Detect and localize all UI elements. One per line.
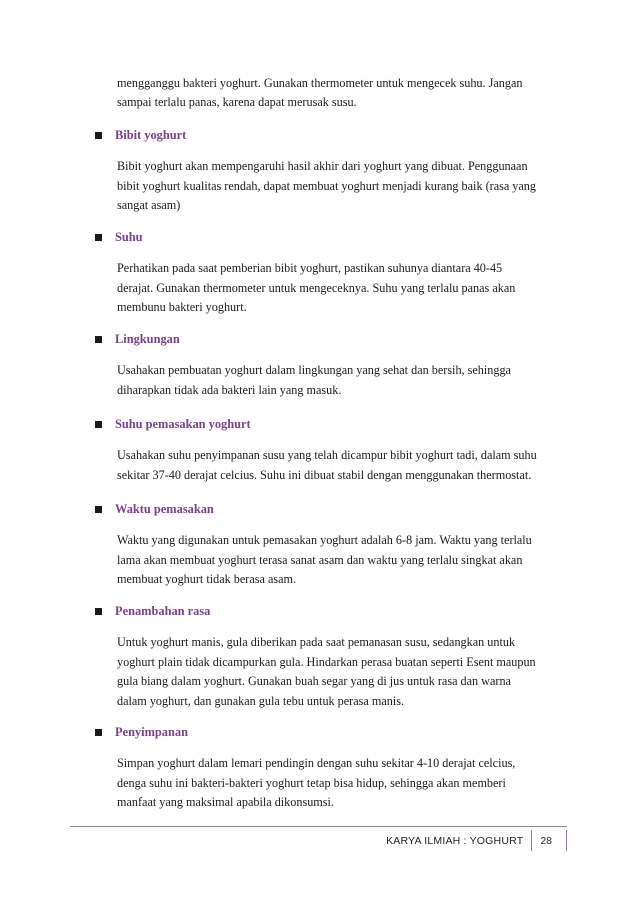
page-footer xyxy=(386,830,567,851)
section-paragraph xyxy=(117,754,563,813)
heading-text: Bibit yoghurt xyxy=(115,127,187,142)
heading-text: Lingkungan xyxy=(115,331,180,346)
paragraph-line: Usahakan pembuatan yoghurt dalam lingkungan yang sehat dan bersih, sehingga xyxy=(117,363,511,377)
paragraph-line: Usahakan suhu penyimpanan susu yang telah dicampur bibit yoghurt tadi, dalam suhu xyxy=(117,448,537,462)
paragraph-line: membuat yoghurt tidak berasa asam. xyxy=(117,572,297,586)
square-bullet-icon xyxy=(95,506,102,513)
paragraph-line: sangat asam) xyxy=(117,198,181,212)
square-bullet-icon xyxy=(95,421,102,428)
square-bullet-icon xyxy=(95,608,102,615)
paragraph-line: mengganggu bakteri yoghurt. Gunakan thermometer untuk mengecek suhu. Jangan xyxy=(117,76,523,90)
paragraph-line: dalam yoghurt, dan gunakan gula tebu untuk perasa manis. xyxy=(117,693,405,708)
square-bullet-icon xyxy=(95,729,102,736)
heading-text: Suhu pemasakan yoghurt xyxy=(115,416,251,431)
paragraph-line: Bibit yoghurt akan mempengaruhi hasil akhir dari yoghurt yang dibuat. Penggunaan xyxy=(117,159,528,173)
square-bullet-icon xyxy=(95,132,102,139)
section-paragraph xyxy=(117,633,563,711)
section-paragraph xyxy=(117,361,563,400)
page-number: 28 xyxy=(531,830,567,851)
section-heading xyxy=(95,228,143,246)
paragraph-line: derajat. Gunakan thermometer untuk mengeceknya. Suhu yang terlalu panas akan xyxy=(117,280,516,295)
section-heading xyxy=(95,602,210,620)
paragraph-line: Waktu yang digunakan untuk pemasakan yoghurt adalah 6-8 jam. Waktu yang terlalu xyxy=(117,533,532,547)
paragraph-line: membunu bakteri yoghurt. xyxy=(117,300,247,314)
heading-text: Suhu xyxy=(115,229,143,244)
footer-divider xyxy=(70,826,567,827)
section-paragraph xyxy=(117,259,563,318)
heading-text: Waktu pemasakan xyxy=(115,501,214,516)
paragraph-line: Simpan yoghurt dalam lemari pendingin dengan suhu sekitar 4-10 derajat celcius, xyxy=(117,756,516,770)
heading-text: Penyimpanan xyxy=(115,724,188,739)
paragraph-line: gula biang dalam yoghurt. Gunakan buah segar yang di jus untuk rasa dan warna xyxy=(117,674,511,688)
heading-text: Penambahan rasa xyxy=(115,603,211,618)
section-heading xyxy=(95,723,188,741)
paragraph-line: bibit yoghurt kualitas rendah, dapat membuat yoghurt menjadi kurang baik (rasa yang xyxy=(117,178,536,193)
paragraph-line: yoghurt plain tidak dicampurkan gula. Hindarkan perasa buatan seperti Esent maupun xyxy=(117,654,536,669)
section-heading xyxy=(95,330,180,348)
section-paragraph xyxy=(117,157,563,216)
square-bullet-icon xyxy=(95,234,102,241)
paragraph-line: Perhatikan pada saat pemberian bibit yoghurt, pastikan suhunya diantara 40-45 xyxy=(117,261,503,275)
paragraph-line: sekitar 37-40 derajat celcius. Suhu ini dibuat stabil dengan menggunakan thermostat. xyxy=(117,467,532,482)
paragraph-line: manfaat yang maksimal apabila dikonsumsi. xyxy=(117,795,334,809)
footer-title: KARYA ILMIAH : YOGHURT xyxy=(386,834,524,847)
section-heading xyxy=(95,500,214,518)
section-paragraph xyxy=(117,446,563,485)
square-bullet-icon xyxy=(95,336,102,343)
intro-paragraph xyxy=(117,74,557,112)
section-paragraph xyxy=(117,531,563,590)
section-heading xyxy=(95,126,186,144)
paragraph-line: denga suhu ini bakteri-bakteri yoghurt tetap bisa hidup, sehingga akan memberi xyxy=(117,775,506,790)
paragraph-line: diharapkan tidak ada bakteri lain yang masuk. xyxy=(117,382,342,397)
paragraph-line: sampai terlalu panas, karena dapat merusak susu. xyxy=(117,95,357,109)
paragraph-line: lama akan membuat yoghurt terasa sanat asam dan waktu yang terlalu singkat akan xyxy=(117,552,523,567)
section-heading xyxy=(95,415,251,433)
paragraph-line: Untuk yoghurt manis, gula diberikan pada saat pemanasan susu, sedangkan untuk xyxy=(117,635,516,649)
